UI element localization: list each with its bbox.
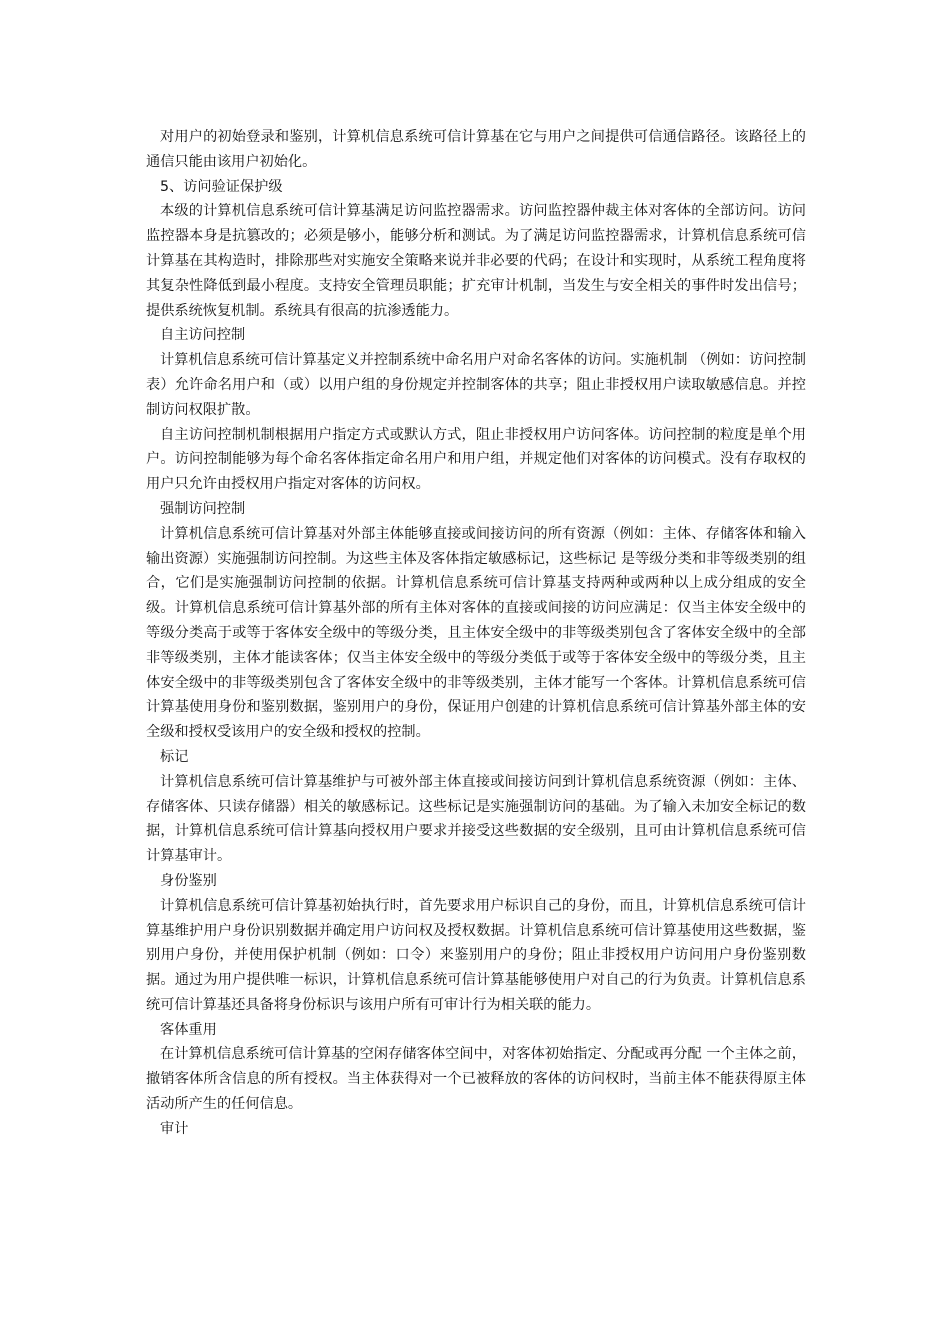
- heading-level-5: 5、访问验证保护级: [160, 178, 283, 195]
- para-mac: 计算机信息系统可信计算基对外部主体能够直接或间接访问的所有资源（例如：主体、存储客体和输入输出资源）实施强制访问控制。为这些主体及客体指定敏感标记，这些标记 是等级分类和非等级类别的组合，它们是实施强制访问控制的依据。计算机信息系统可信计算基支持两种或两种以上成分组成的安全级。计算机信息系统可信计算基外部的所有主体对客体的直接或间接的访问应满足：仅当主体安全级中的等级分类高于或等于客体安全级中的等级分类，且主体安全级中的非等级类别包含了客体安全级中的全部非等级类别，主体才能读客体；仅当主体安全级中的等级分类低于或等于客体安全级中的等级分类，且主体安全级中的非等级类别包含了客体安全级中的非等级类别，主体才能写一个客体。计算机信息系统可信计算基使用身份和鉴别数据，鉴别用户的身份，保证用户创建的计算机信息系统可信计算基外部主体的安全级和授权受该用户的安全级和授权的控制。: [146, 525, 806, 741]
- heading-audit: 审计: [160, 1120, 189, 1137]
- para-level-5-intro: 本级的计算机信息系统可信计算基满足访问监控器需求。访问监控器仲裁主体对客体的全部访问。访问监控器本身是抗篡改的；必须是够小，能够分析和测试。为了满足访问监控器需求，计算机信息系统可信计算基在其构造时，排除那些对实施安全策略来说并非必要的代码；在设计和实现时，从系统工程角度将其复杂性降低到最小程度。支持安全管理员职能；扩充审计机制，当发生与安全相关的事件时发出信号；提供系统恢复机制。系统具有很高的抗渗透能力。: [146, 203, 806, 319]
- heading-mac: 强制访问控制: [160, 500, 246, 517]
- para-dac-1: 计算机信息系统可信计算基定义并控制系统中命名用户对命名客体的访问。实施机制 （例如：访问控制表）允许命名用户和（或）以用户组的身份规定并控制客体的共享；阻止非授权用户读取敏感信息。并控制访问权限扩散。: [146, 352, 806, 418]
- para-trusted-path: 对用户的初始登录和鉴别，计算机信息系统可信计算基在它与用户之间提供可信通信路径。该路径上的通信只能由该用户初始化。: [146, 129, 806, 170]
- heading-labels: 标记: [160, 748, 189, 765]
- heading-identification: 身份鉴别: [160, 872, 217, 889]
- document-page: [146, 125, 806, 1142]
- para-dac-2: 自主访问控制机制根据用户指定方式或默认方式，阻止非授权用户访问客体。访问控制的粒度是单个用户。访问控制能够为每个命名客体指定命名用户和用户组，并规定他们对客体的访问模式。没有存取权的用户只允许由授权用户指定对客体的访问权。: [146, 426, 806, 493]
- heading-object-reuse: 客体重用: [160, 1021, 217, 1038]
- para-identification: 计算机信息系统可信计算基初始执行时，首先要求用户标识自己的身份，而且，计算机信息系统可信计算基维护用户身份识别数据并确定用户访问权及授权数据。计算机信息系统可信计算基使用这些数据，鉴别用户身份，并使用保护机制（例如：口令）来鉴别用户的身份；阻止非授权用户访问用户身份鉴别数据。通过为用户提供唯一标识，计算机信息系统可信计算基能够使用户对自己的行为负责。计算机信息系统可信计算基还具备将身份标识与该用户所有可审计行为相关联的能力。: [146, 897, 806, 1013]
- para-object-reuse: 在计算机信息系统可信计算基的空闲存储客体空间中，对客体初始指定、分配或再分配 一个主体之前，撤销客体所含信息的所有授权。当主体获得对一个已被释放的客体的访问权时，当前主体不能获得原主体活动所产生的任何信息。: [146, 1046, 806, 1113]
- para-labels: 计算机信息系统可信计算基维护与可被外部主体直接或间接访问到计算机信息系统资源（例如：主体、存储客体、只读存储器）相关的敏感标记。这些标记是实施强制访问的基础。为了输入未加安全标记的数据，计算机信息系统可信计算基向授权用户要求并接受这些数据的安全级别，且可由计算机信息系统可信计算基审计。: [146, 773, 806, 865]
- heading-dac: 自主访问控制: [160, 327, 246, 344]
